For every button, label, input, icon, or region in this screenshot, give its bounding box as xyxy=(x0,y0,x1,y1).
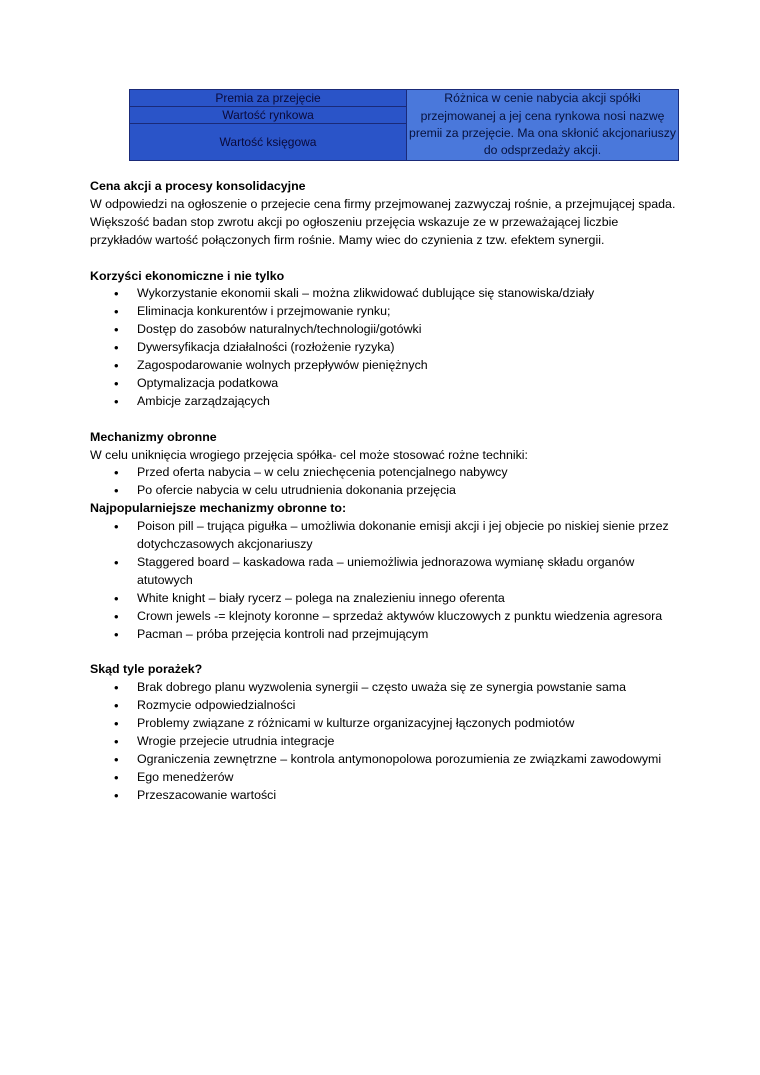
benefits-list xyxy=(90,285,680,410)
list-item: • Optymalizacja podatkowa xyxy=(90,375,680,393)
defense-mechanisms-list xyxy=(90,518,680,643)
paragraph: W celu uniknięcia wrogiego przejęcia spółka- cel może stosować rożne techniki: xyxy=(90,447,529,462)
section-heading-stock-price: Cena akcji a procesy konsolidacyjne xyxy=(90,179,306,193)
list-item: • Brak dobrego planu wyzwolenia synergii – często uważa się ze synergia powstanie sama xyxy=(90,679,680,697)
document-body xyxy=(90,178,680,805)
section-heading-failures: Skąd tyle porażek? xyxy=(90,662,203,677)
premium-table xyxy=(129,89,679,161)
failures-list xyxy=(90,679,680,804)
section-heading-defense: Mechanizmy obronne xyxy=(90,429,217,444)
list-item: • Po ofercie nabycia w celu utrudnienia dokonania przejęcia xyxy=(90,482,680,500)
list-item: • Przeszacowanie wartości xyxy=(90,787,680,805)
list-item: • Ograniczenia zewnętrzne – kontrola antymonopolowa porozumienia ze związkami zawodowymi xyxy=(90,751,680,769)
list-item: • Wrogie przejecie utrudnia integracje xyxy=(90,733,680,751)
list-item: • Ego menedżerów xyxy=(90,769,680,787)
paragraph: W odpowiedzi na ogłoszenie o przejecie cena firmy przejmowanej zazwyczaj rośnie, a przejmującej spada. xyxy=(90,196,676,211)
list-item: • Staggered board – kaskadowa rada – uniemożliwia jednorazowa wymianę składu organów atutowych xyxy=(90,554,680,590)
list-item: • Dostęp do zasobów naturalnych/technologii/gotówki xyxy=(90,321,680,339)
section-heading-benefits: Korzyści ekonomiczne i nie tylko xyxy=(90,268,285,283)
list-item: • Problemy związane z różnicami w kulturze organizacyjnej łączonych podmiotów xyxy=(90,715,680,733)
list-item: • Wykorzystanie ekonomii skali – można zlikwidować dublujące się stanowiska/działy xyxy=(90,285,680,303)
list-item: • Zagospodarowanie wolnych przepływów pieniężnych xyxy=(90,357,680,375)
list-item: • Rozmycie odpowiedzialności xyxy=(90,697,680,715)
list-item: • White knight – biały rycerz – polega na znalezieniu innego oferenta xyxy=(90,590,680,608)
table-cell-definition: Różnica w cenie nabycia akcji spółki przejmowanej a jej cena rynkowa nosi nazwę premii za przejęcie. Ma ona skłonić akcjonariuszy do odsprzedaży akcji. xyxy=(407,90,679,161)
list-item: • Crown jewels -= klejnoty koronne – sprzedaż aktywów kluczowych z punktu wiedzenia agresora xyxy=(90,608,680,626)
table-cell-book-value: Wartość księgowa xyxy=(130,124,407,161)
table-cell-market-value: Wartość rynkowa xyxy=(130,107,407,124)
list-item: • Pacman – próba przejęcia kontroli nad przejmującym xyxy=(90,626,680,644)
list-item: • Ambicje zarządzających xyxy=(90,393,680,411)
list-item: • Eliminacja konkurentów i przejmowanie rynku; xyxy=(90,303,680,321)
paragraph: Większość badan stop zwrotu akcji po ogłoszeniu przejęcia wskazuje ze w przeważającej liczbie przykładów wartość połączonych firm rośnie. Mamy wiec do czynienia z tzw. efektem synergii. xyxy=(90,214,619,247)
list-item: • Przed oferta nabycia – w celu zniechęcenia potencjalnego nabywcy xyxy=(90,464,680,482)
list-item: • Poison pill – trująca pigułka – umożliwia dokonanie emisji akcji i jej objecie po niskiej sienie przez dotychczasowych akcjonariuszy xyxy=(90,518,680,554)
defense-timing-list xyxy=(90,464,680,500)
table-cell-premia: Premia za przejęcie xyxy=(130,90,407,107)
list-item: • Dywersyfikacja działalności (rozłożenie ryzyka) xyxy=(90,339,680,357)
section-heading-popular-defenses: Najpopularniejsze mechanizmy obronne to: xyxy=(90,501,347,516)
